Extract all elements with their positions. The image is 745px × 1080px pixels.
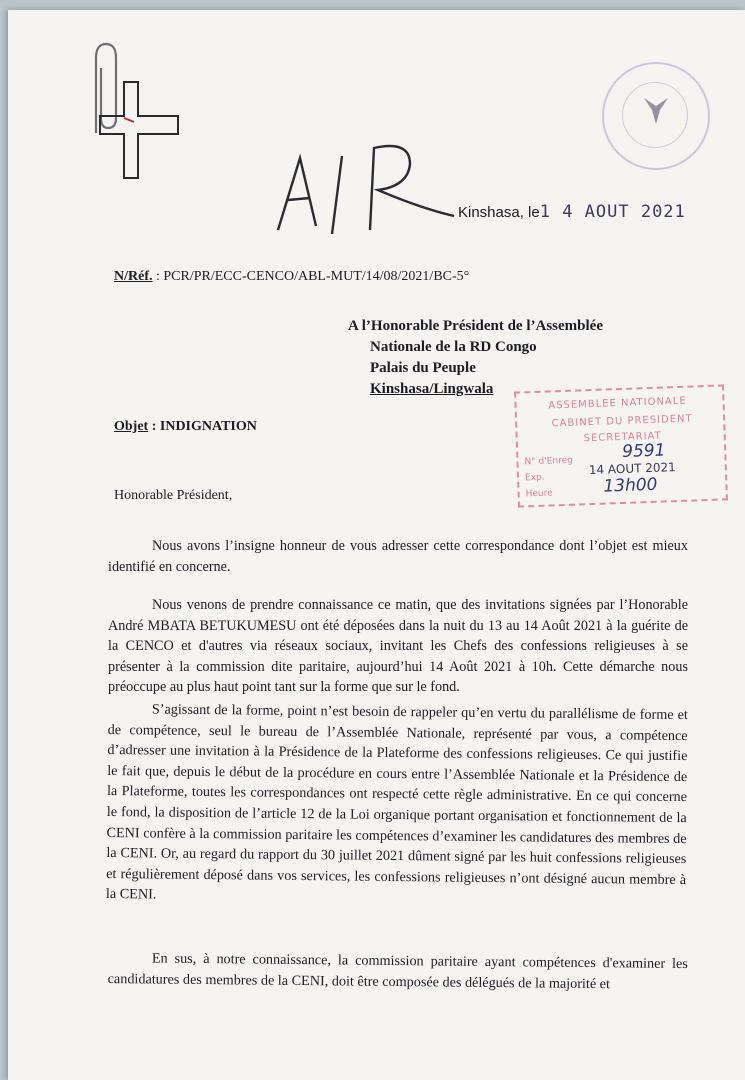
stamp-line-1: ASSEMBLEE NATIONALE — [548, 395, 687, 412]
subject-value: : INDIGNATION — [148, 419, 257, 434]
addressee-line-1: A l’Honorable Président de l’Assemblée — [348, 318, 603, 334]
addressee-block — [348, 316, 603, 400]
paragraph-4: En sus, à notre connaissance, la commission paritaire ayant compétences d'examiner les candidatures des membres de la CENI, doit être composée des délégués de la majorité et — [107, 950, 688, 992]
stamp-time-label: Heure — [525, 488, 553, 500]
salutation: Honorable Président, — [114, 488, 233, 503]
reference-value: : PCR/PR/ECC-CENCO/ABL-MUT/14/08/2021/BC-5° — [152, 269, 470, 284]
stamp-line-2: CABINET DU PRESIDENT — [551, 413, 693, 430]
handwritten-cross-icon — [94, 76, 194, 186]
addressee-line-4: Kinshasa/Lingwala — [370, 381, 494, 397]
subject-line — [114, 419, 257, 435]
subject-label: Objet — [114, 419, 149, 434]
stamp-date-label: Exp. — [524, 472, 545, 484]
paragraph-2: Nous venons de prendre connaissance ce matin, que des invitations signées par l’Honorable André MBATA BETUKUMESU ont été déposées dans la nuit du 13 au 14 Août 2021 à la guérite de la CENCO et d'autres via réseaux sociaux, invitant les Chefs des confessions religieuses à se présenter à la commission dite paritaire, aujourd’hui 14 Août 2021 à 10h. Cette démarche nous préoccupe au plus haut point tant sur la forme que sur le fond. — [108, 597, 688, 696]
place-text: Kinshasa, le — [458, 204, 540, 221]
handwritten-initials — [270, 138, 460, 238]
organization-seal — [602, 62, 710, 170]
addressee-line-3: Palais du Peuple — [370, 360, 476, 376]
place-and-date — [458, 202, 686, 222]
stamp-time-value: 13h00 — [603, 474, 658, 497]
reference-line — [114, 269, 469, 285]
paragraph-3: S’agissant de la forme, point n’est besoin de rappeler qu’en vertu du parallélisme de forme et de compétence, seul le bureau de l’Assemblée Nationale, représenté par vous, a compétence d’adresser une invitation à la Présidence de la Plateforme des confessions religieuses. Ce qui justifie le fait que, depuis le début de la procédure en cours entre l’Assemblée Nationale et la Présidence de la Plateforme, toutes les correspondances ont respecté cette règle administrative. En ce qui concerne le fond, la disposition de l’article 12 de la Loi organique portant organisation et fonctionnement de la CENI confère à la commission paritaire les compétences d’examiner les candidatures des membres de la CENI. Or, au regard du rapport du 30 juillet 2021 dûment signé par les huit confessions religieuses et régulièrement déposé dans vos services, les confessions religieuses n’ont désigné aucun membre à la CENI. — [105, 701, 688, 903]
stamp-registration-label: N° d'Enreg — [524, 455, 574, 468]
letter-page — [8, 10, 745, 1080]
reception-stamp — [514, 384, 728, 507]
addressee-line-2: Nationale de la RD Congo — [370, 339, 537, 355]
stamp-registration-number: 9591 — [621, 440, 666, 462]
paragraph-1: Nous avons l’insigne honneur de vous adresser cette correspondance dont l’objet est mieux identifié en concerne. — [108, 538, 688, 575]
stamp-line-3: SECRETARIAT — [583, 430, 662, 445]
reference-label: N/Réf. — [114, 269, 153, 284]
dove-icon — [640, 90, 672, 130]
stamp-date-value: 14 AOUT 2021 — [588, 460, 677, 478]
date-stamp: 1 4 AOUT 2021 — [539, 202, 686, 222]
